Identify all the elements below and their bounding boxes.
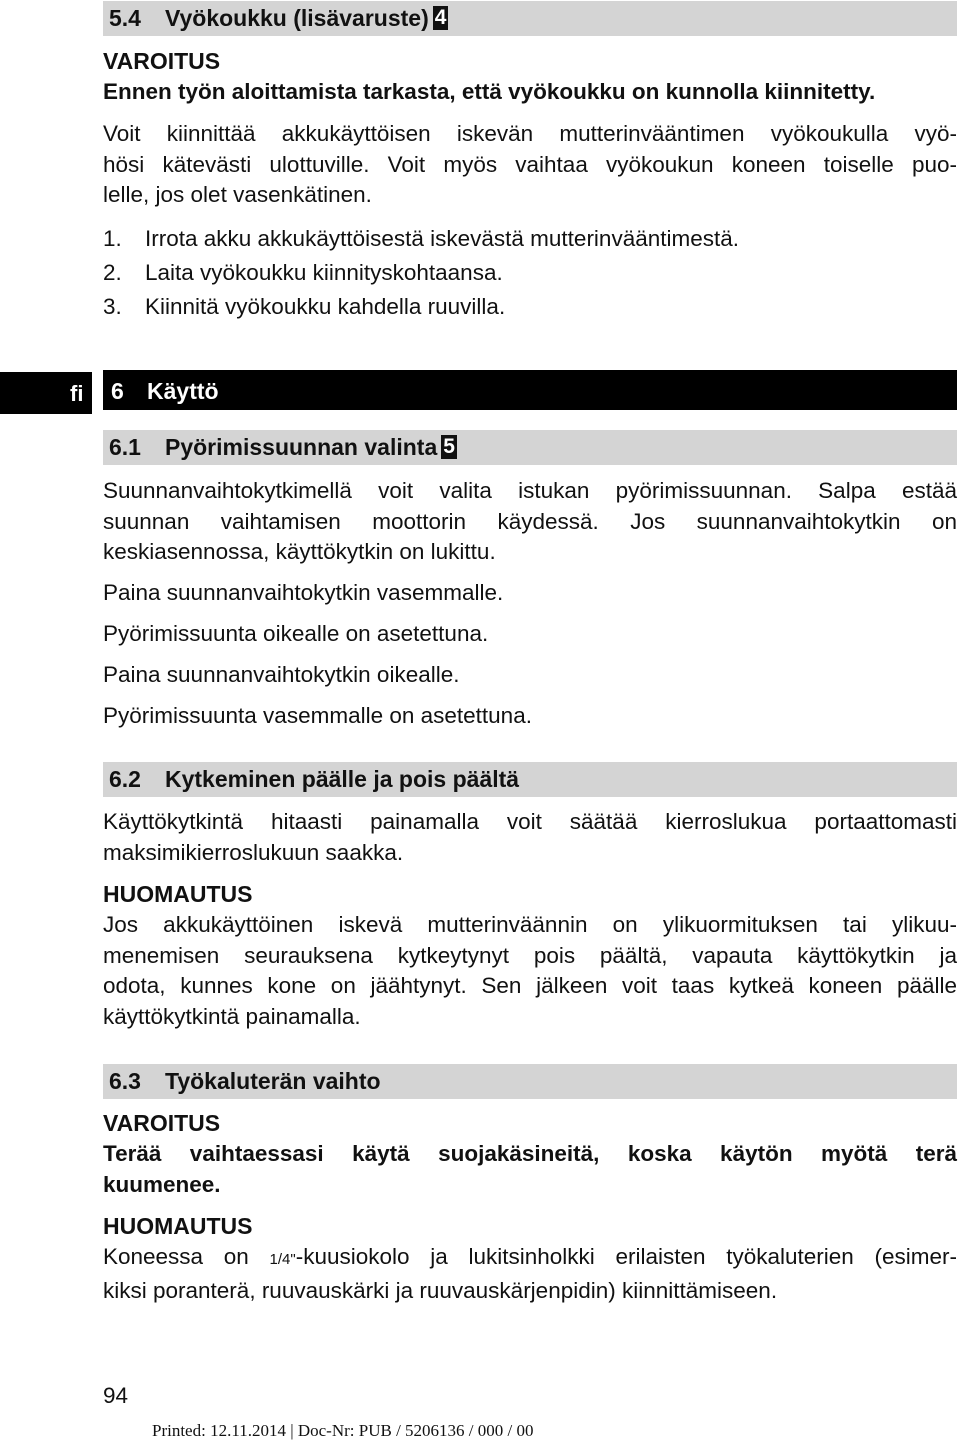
intro-line: Voit kiinnittää akkukäyttöisen iskevän mutterinvääntimen vyökoukulla vyö- (103, 121, 957, 146)
section-number: 5.4 (109, 5, 141, 31)
section-heading-6-3 (103, 1064, 957, 1099)
body-line: Suunnanvaihtokytkimellä voit valita istukan pyörimissuunnan. Salpa estää (103, 478, 957, 503)
section-number: 6.1 (109, 434, 141, 460)
notice-line: kiksi poranterä, ruuvauskärki ja ruuvauskärjenpidin) kiinnittämiseen. (103, 1277, 778, 1303)
section-6-1-body (103, 476, 957, 568)
notice-line: Jos akkukäyttöinen iskevä mutterinväännin on ylikuormituksen tai ylikuu- (103, 912, 957, 937)
warning-text: Ennen työn aloittamista tarkasta, että vyökoukku on kunnolla kiinnitetty. (103, 79, 876, 104)
notice-line: menemisen seurauksena kytkeytynyt pois päältä, vapauta käyttökytkin ja (103, 942, 957, 968)
section-heading-6-1 (103, 430, 957, 465)
chapter-heading (103, 370, 957, 410)
instruction-right: Paina suunnanvaihtokytkin oikealle. (103, 662, 460, 687)
warning-text (103, 1139, 957, 1200)
step-text: Laita vyökoukku kiinnityskohtaansa. (145, 260, 503, 285)
notice-text-end: -kuusiokolo ja lukitsinholkki erilaisten työkaluterien (esimer- (295, 1244, 957, 1269)
notice-text (103, 910, 957, 1032)
body-line: maksimikierroslukuun saakka. (103, 839, 404, 865)
body-line: Käyttökytkintä hitaasti painamalla voit säätää kierroslukua portaattomasti (103, 809, 957, 834)
step-text: Irrota akku akkukäyttöisestä iskevästä mutterinvääntimestä. (145, 226, 740, 251)
notice-text-start: Koneessa on (103, 1244, 270, 1269)
step-number: 1. (103, 226, 122, 251)
section-title: Pyörimissuunnan valinta (165, 434, 438, 460)
list-item (103, 222, 739, 256)
notice-label: HUOMAUTUS (103, 1213, 253, 1239)
warning-label: VAROITUS (103, 1110, 221, 1136)
section-title: Vyökoukku (lisävaruste) (165, 5, 429, 31)
fraction-size: 1/4" (269, 1251, 296, 1268)
notice-line: käyttökytkintä painamalla. (103, 1003, 361, 1029)
section-5-4-intro (103, 119, 957, 211)
warning-label: VAROITUS (103, 48, 221, 74)
step-number: 3. (103, 294, 122, 319)
chapter-title: Käyttö (147, 378, 219, 404)
figure-ref-badge: 4 (434, 6, 447, 29)
notice-text (103, 1242, 957, 1306)
section-6-2-body (103, 807, 957, 868)
step-number: 2. (103, 260, 122, 285)
intro-line: hösi kätevästi ulottuville. Voit myös vaihtaa vyökoukun koneen toiselle puo- (103, 151, 957, 177)
notice-line: odota, kunnes kone on jäähtynyt. Sen jälkeen voit taas kytkeä koneen päälle (103, 973, 957, 998)
step-text: Kiinnitä vyökoukku kahdella ruuvilla. (145, 294, 506, 319)
section-title: Kytkeminen päälle ja pois päältä (165, 766, 520, 792)
steps-list (103, 222, 739, 324)
page-number: 94 (103, 1383, 129, 1408)
section-number: 6.2 (109, 766, 141, 792)
notice-label: HUOMAUTUS (103, 881, 253, 907)
list-item (103, 290, 739, 324)
body-line: keskiasennossa, käyttökytkin on lukittu. (103, 539, 496, 564)
list-item (103, 256, 739, 290)
section-heading-5-4 (103, 1, 957, 36)
result-left: Pyörimissuunta vasemmalle on asetettuna. (103, 703, 532, 728)
notice-line (103, 1242, 957, 1276)
warning-line: Terää vaihtaessasi käytä suojakäsineitä, koska käytön myötä terä (103, 1141, 957, 1166)
warning-line: kuumenee. (103, 1171, 221, 1197)
section-heading-6-2 (103, 762, 957, 797)
instruction-left: Paina suunnanvaihtokytkin vasemmalle. (103, 580, 504, 605)
language-tab: fi (0, 372, 92, 414)
figure-ref-badge: 5 (443, 435, 455, 458)
chapter-number: 6 (111, 378, 124, 404)
print-info: Printed: 12.11.2014 | Doc-Nr: PUB / 5206136 / 000 / 00 (152, 1421, 534, 1440)
body-line: suunnan vaihtamisen moottorin käydessä. Jos suunnanvaihtokytkin on (103, 508, 957, 534)
result-right: Pyörimissuunta oikealle on asetettuna. (103, 621, 489, 646)
section-title: Työkaluterän vaihto (165, 1068, 381, 1094)
section-number: 6.3 (109, 1068, 141, 1094)
intro-line: lelle, jos olet vasenkätinen. (103, 182, 372, 207)
